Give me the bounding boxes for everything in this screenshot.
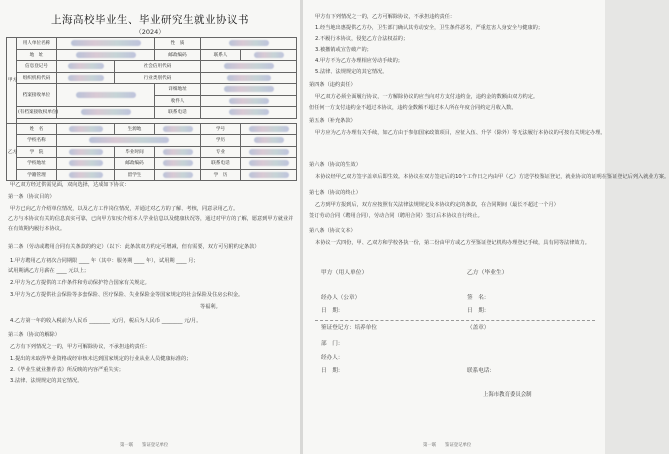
paragraph: 甲方已向乙方介绍单位情况，以及乙方工作岗位情况，并通过对乙方的了解、考核，同意录用乙方。	[10, 206, 239, 212]
paragraph: 在有效期内履行本协议。	[8, 226, 66, 232]
party-a-label: 甲方（用人单位）	[321, 270, 368, 276]
paragraph: 乙方到甲方报到后，双方应按照有关法律法规规定及本协议约定的条款，在合同期间（最长不超过一个月）	[315, 202, 559, 208]
party-b-label: 乙方（毕业生）	[467, 270, 508, 276]
issuer: 上海市教育委员会制	[483, 392, 532, 398]
phone-label: 联系电话：	[467, 368, 495, 374]
paragraph: 甲乙双方经过供需见面，双向选择，达成如下协议：	[10, 182, 130, 188]
date3-label: 日 期：	[321, 368, 344, 374]
cell-label: 学 历	[201, 169, 241, 181]
agent-label: 经办人（公章）	[321, 295, 361, 301]
student-side-label: 乙方	[7, 123, 17, 181]
clause: 4.甲方不为乙方办理相应劳动手续的；	[315, 58, 403, 64]
registrar-label: 鉴证登记方：培养单位	[321, 325, 377, 331]
date-label: 日 期：	[467, 308, 490, 314]
agent2-label: 经办人：	[321, 355, 344, 361]
paragraph: 本协议经甲乙双方签字盖章后即生效。本协议在双方签定后的10个工作日之内由甲（乙）方送学校鉴证登记，就业协议的证明在鉴证登记后列入就业方案。	[315, 174, 669, 180]
info-table	[6, 37, 297, 181]
cell-label: 社会信用代码	[115, 61, 201, 73]
cell-label: 邮政编码	[155, 49, 201, 61]
cell-label: 姓 名	[17, 123, 57, 135]
paragraph: 乙方与本协议有关的信息真实可靠，已向甲方如实介绍本人学业信息以及健康状况等，通过对甲方的了解，愿意到甲方就业并	[8, 216, 294, 222]
cell-label: 生源地	[115, 123, 155, 135]
paragraph: 乙方有下列情况之一的，甲方可解除协议，不承担违约责任：	[10, 344, 151, 350]
paragraph: 甲方有下列情况之一的，乙方可解除协议，不承担违约责任：	[315, 14, 456, 20]
cell-label: 收件人	[155, 95, 201, 107]
section-heading: 第四条（违约责任）	[309, 82, 356, 88]
clause: 5.法律、法规规定的其它情况。	[315, 69, 388, 75]
cell-label: 邮政编码	[115, 158, 155, 170]
section-heading: 第六条（协议的生效）	[309, 162, 361, 168]
section-heading: 第八条（协议文本）	[309, 228, 356, 234]
page-footer: 第一联 鉴证登记单位	[423, 443, 472, 448]
cell-label: 详细地址	[155, 84, 201, 96]
separator	[315, 320, 595, 321]
agreement-page-left	[0, 0, 300, 454]
clause: 等福利。	[200, 304, 221, 310]
paragraph: 甲乙双方必须全面履行协议，一方解除协议的应当向对方支付违约金，违约金的数额由双方约定。	[315, 94, 539, 100]
cell-label: 学号	[201, 123, 241, 135]
cell-label: 留学生	[115, 169, 155, 181]
cell-label: 专业	[201, 146, 241, 158]
clause: 4.乙方第一年的收入税前为人民币 ________ 元/月，税后为人民币 ________ 元/月。	[10, 318, 202, 324]
employer-side-label: 甲方	[7, 38, 17, 124]
cell-label: 学历	[201, 135, 241, 147]
clause: 2.甲方为乙方提供的工作条件和劳动保护符合国家有关规定。	[10, 280, 150, 286]
clause: 1.经当地出惠提供乙方办，卫生部门确认其劳动安全，卫生条件恶劣，严重危害人身安全与健康的；	[315, 25, 544, 31]
clause: 2.不履行本协议，侵犯乙方合法权益的；	[315, 36, 409, 42]
paragraph: 甲方应为乙方办理有关手续，如乙方由于参加国家政策项目，应征入伍、升学（除外）等无法履行本协议的可按有关规定办理。	[315, 130, 606, 136]
clause: 3.法律、法规规定的其它情况。	[10, 378, 83, 384]
cell-label: 地 址	[17, 49, 57, 61]
clause: 2.《毕业生就业推荐表》所反映的内容严重失实；	[10, 367, 124, 373]
clause: 3.被撤销或宣告破产的；	[315, 47, 372, 53]
cell-label: 组织机构代码	[17, 72, 57, 84]
dept-label: 部 门：	[321, 341, 344, 347]
cell-label: 学校名称	[17, 135, 57, 147]
sign-label: 签 名：	[467, 295, 490, 301]
paragraph: 但任何一方支付违约金不超过本协议，违约金数额不超过本人所在年度合同约定月收入数。	[309, 105, 517, 111]
clause: 1.甲方聘用乙方初次合同期限 ____ 年（其中：服务期 ____ 年），试用期 ____ 月；	[10, 258, 199, 264]
cell-label: 联系人	[201, 49, 241, 61]
cell-label: 联系电话	[155, 107, 201, 119]
cell-label: 性 质	[155, 38, 201, 50]
cell-label: 信息登记号	[17, 61, 57, 73]
cell-label: 行业类别代码	[115, 72, 201, 84]
paragraph: 签订劳动合同（聘用合同），劳动合同（聘用合同）签订后本协议自行终止。	[309, 213, 483, 219]
section-heading: 第七条（协议的终止）	[309, 190, 361, 196]
page-footer: 第一联 鉴证登记单位	[120, 443, 169, 448]
cell-label: 毕业时间	[115, 146, 155, 158]
document-title: 上海高校毕业生、毕业研究生就业协议书	[51, 14, 249, 26]
cell-label: 学 院	[17, 146, 57, 158]
clause: 试用期满乙方月薪在 ____ 元以上；	[8, 268, 90, 274]
cell-label: 联系电话	[201, 158, 241, 170]
cell-label: 学籍管理	[17, 169, 57, 181]
clause: 3.甲方为乙方提供社会保险等多套保险、医疗保险、失业保险金等国家规定的社会保险及住房公积金。	[10, 292, 244, 298]
date-label: 日 期：	[321, 308, 344, 314]
seal-label: （盖章）	[467, 325, 490, 331]
document-year: （2024）	[135, 28, 165, 36]
paragraph: 本协议一式四份，甲、乙双方和学校各执一份，第二份由甲方或乙方至鉴证登记机构办理登记手续，具有同等法律效力。	[315, 240, 590, 246]
cell-label: 用人单位名称	[17, 38, 57, 50]
cell-label: 学校地址	[17, 158, 57, 170]
agreement-page-right	[303, 0, 669, 454]
clause: 1.提出的未取得毕业资格或经审核未达到国家规定的行业从业人员健康标准的；	[10, 356, 192, 362]
section-heading: 第一条（协议目的）	[8, 194, 55, 200]
cell-label: (有档案接收权单位)	[17, 107, 57, 119]
cell-label: 档案接收单位	[17, 84, 57, 107]
section-heading: 第二条（劳动或聘用合同有关条款的约定）（以下：此条款双方约定可增减，但有需要，双方可另附约定条款）	[8, 244, 260, 250]
section-heading: 第五条（补充条款）	[309, 118, 356, 124]
section-heading: 第三条（协议的解除）	[8, 332, 60, 338]
